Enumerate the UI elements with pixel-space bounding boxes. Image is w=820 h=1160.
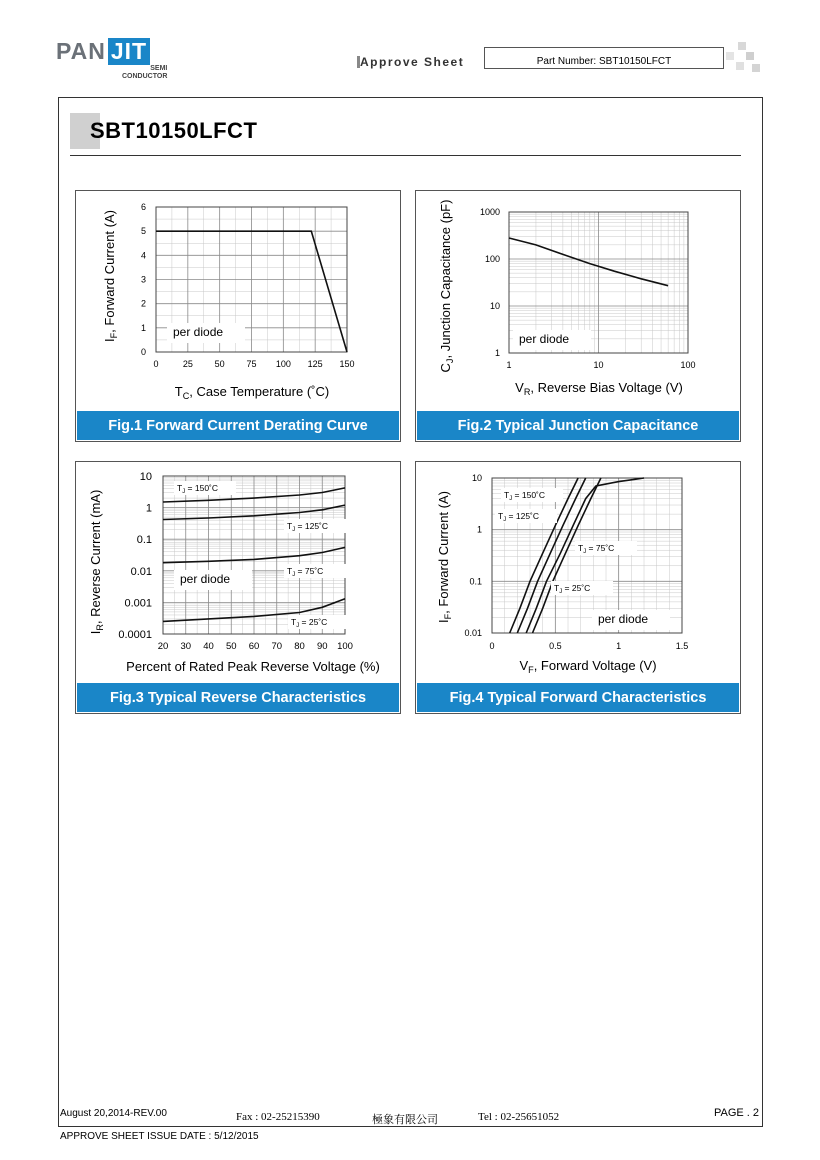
- chart-fig4: [416, 462, 740, 683]
- x-tick-label: 0.5: [549, 641, 562, 651]
- series-label-sub: J: [509, 496, 513, 502]
- title-divider: [70, 155, 741, 156]
- y-tick-label: 0.01: [130, 565, 152, 578]
- x-tick-label: 80: [294, 641, 305, 652]
- series-label-sub: J: [296, 623, 300, 629]
- x-tick-label: 50: [214, 359, 225, 369]
- footer-page: PAGE . 2: [714, 1107, 760, 1119]
- x-tick-label: 10: [593, 360, 604, 370]
- x-tick-label: 75: [246, 359, 257, 369]
- y-tick-label: 10: [139, 471, 152, 483]
- series-label-main: T: [287, 566, 293, 576]
- footer-issue-date: APPROVE SHEET ISSUE DATE : 5/12/2015: [60, 1131, 259, 1142]
- y-tick-label: 1: [140, 322, 146, 333]
- y-axis-label-rest: , Reverse Current (mA): [88, 489, 103, 625]
- logo-sub-2: CONDUCTOR: [122, 73, 168, 80]
- x-tick-label: 90: [316, 641, 328, 652]
- logo-accent: JIT: [108, 38, 150, 65]
- chart-fig1: [76, 191, 400, 411]
- figure-panel-4: [415, 461, 741, 714]
- x-tick-label: 40: [203, 641, 214, 652]
- chart-annotation: per diode: [598, 612, 649, 626]
- footer-fax: Fax : 02-25215390: [236, 1111, 320, 1123]
- y-axis-label-sub: F: [443, 613, 453, 620]
- y-axis-label: [102, 210, 119, 342]
- series-label-main: T: [498, 511, 504, 521]
- series-label-sub: J: [292, 572, 296, 578]
- series-label-main: T: [554, 583, 560, 593]
- x-axis-label: [515, 380, 683, 397]
- chart-annotation: per diode: [173, 325, 224, 339]
- x-tick-label: 125: [307, 359, 323, 369]
- series-label-rest: = 75˚C: [586, 543, 615, 553]
- series-label-rest: = 150˚C: [185, 483, 219, 493]
- footer-company: 極象有限公司: [372, 1114, 438, 1126]
- y-tick-label: 1: [476, 524, 482, 535]
- x-tick-label: 20: [157, 641, 169, 652]
- footer-date-rev: August 20,2014-REV.00: [60, 1108, 167, 1119]
- y-tick-label: 3: [140, 274, 146, 285]
- x-tick-label: 1: [616, 641, 622, 651]
- x-tick-label: 25: [182, 359, 193, 369]
- x-tick-label: 0: [153, 359, 159, 369]
- series-label-sub: J: [583, 549, 587, 555]
- y-tick-label: 5: [140, 226, 146, 237]
- figure-caption: Fig.4 Typical Forward Characteristics: [417, 683, 739, 712]
- page-title: SBT10150LFCT: [90, 118, 258, 143]
- series-label-rest: = 125˚C: [295, 521, 329, 531]
- series-label-main: T: [177, 483, 183, 493]
- y-tick-label: 0.0001: [118, 629, 152, 641]
- y-axis-label-main: I: [88, 630, 103, 635]
- x-tick-label: 70: [271, 641, 283, 652]
- series-label-rest: = 125˚C: [506, 511, 540, 521]
- y-tick-label: 0.01: [464, 628, 482, 638]
- checker-decoration: [726, 42, 762, 78]
- chart-fig2: [416, 191, 740, 411]
- y-axis-label: [438, 200, 455, 373]
- x-axis-label-main: T: [174, 384, 183, 399]
- y-axis-label-rest: , Junction Capacitance (pF): [438, 199, 453, 359]
- part-number-box: [484, 47, 724, 69]
- y-axis-label-main: I: [436, 619, 451, 623]
- y-tick-label: 4: [140, 250, 146, 261]
- logo-sub-1: SEMI: [150, 65, 168, 72]
- figure-panel-3: [75, 461, 401, 714]
- y-tick-label: 1000: [479, 207, 500, 217]
- y-tick-label: 6: [140, 202, 146, 212]
- series-label-rest: = 75˚C: [295, 566, 324, 576]
- y-axis-label-main: C: [438, 363, 453, 373]
- footer-tel: Tel : 02-25651052: [478, 1111, 560, 1123]
- figure-panel-1: [75, 190, 401, 442]
- x-axis-label: [175, 384, 329, 401]
- x-axis-label-main: V: [519, 658, 529, 673]
- y-tick-label: 0: [140, 347, 146, 357]
- chart-annotation: per diode: [180, 572, 231, 586]
- series-label-main: T: [578, 543, 584, 553]
- series-label-sub: J: [559, 589, 563, 595]
- x-axis-label-rest: , Reverse Bias Voltage (V): [530, 380, 683, 395]
- x-tick-label: 30: [180, 641, 192, 652]
- approve-label: Approve Sheet: [360, 55, 465, 69]
- panjit-logo: [56, 38, 150, 65]
- series-label-rest: = 150˚C: [512, 490, 546, 500]
- y-tick-label: 100: [484, 254, 500, 264]
- y-tick-label: 2: [140, 298, 146, 309]
- y-tick-label: 10: [489, 301, 500, 311]
- y-tick-label: 1: [494, 348, 500, 358]
- logo-subtitle: [122, 65, 167, 81]
- y-axis-label-sub: F: [109, 332, 119, 339]
- y-axis-label: [436, 491, 453, 623]
- x-tick-label: 0: [489, 641, 495, 651]
- x-axis-label-main: V: [515, 380, 524, 395]
- x-axis-label: Percent of Rated Peak Reverse Voltage (%): [126, 659, 380, 674]
- y-axis-label-rest: , Forward Current (A): [102, 210, 117, 333]
- x-axis-label: [519, 658, 656, 675]
- x-tick-label: 100: [275, 359, 291, 369]
- series-label-rest: = 25˚C: [299, 617, 328, 627]
- series-label-main: T: [287, 521, 293, 531]
- x-tick-label: 60: [248, 641, 260, 652]
- x-tick-label: 1: [506, 360, 512, 370]
- series-label-rest: = 25˚C: [562, 583, 591, 593]
- y-axis-label: [88, 490, 105, 635]
- series-label-main: T: [504, 490, 510, 500]
- figure-caption: Fig.3 Typical Reverse Characteristics: [77, 683, 399, 712]
- y-tick-label: 0.1: [469, 576, 482, 587]
- figure-caption: Fig.1 Forward Current Derating Curve: [77, 411, 399, 440]
- y-tick-label: 0.1: [136, 534, 152, 547]
- x-axis-label-sub: F: [528, 665, 534, 675]
- x-axis-label-sub: R: [523, 387, 531, 397]
- y-tick-label: 0.001: [124, 597, 152, 610]
- figure-panel-2: [415, 190, 741, 442]
- figure-caption: Fig.2 Typical Junction Capacitance: [417, 411, 739, 440]
- y-axis-label-sub: J: [445, 358, 455, 364]
- y-axis-label-main: I: [102, 338, 117, 342]
- data-line: [509, 238, 668, 286]
- x-tick-label: 150: [339, 359, 355, 369]
- x-axis-label-sub: C: [182, 391, 190, 401]
- part-number-label: Part Number: SBT10150LFCT: [536, 56, 672, 67]
- x-tick-label: 100: [337, 641, 353, 652]
- chart-fig3: [76, 462, 400, 683]
- x-tick-label: 50: [225, 641, 237, 652]
- series-label-sub: J: [503, 517, 507, 523]
- series-label-sub: J: [182, 489, 186, 495]
- y-tick-label: 1: [145, 502, 152, 515]
- chart-annotation: per diode: [519, 332, 570, 346]
- y-axis-label-rest: , Forward Current (A): [436, 491, 451, 614]
- x-axis-label-rest: , Case Temperature (˚C): [189, 384, 330, 399]
- series-label-sub: J: [292, 527, 296, 533]
- x-tick-label: 1.5: [675, 641, 689, 651]
- y-axis-label-sub: R: [95, 624, 105, 631]
- y-tick-label: 10: [471, 473, 482, 483]
- series-label-main: T: [291, 617, 297, 627]
- logo-text: PAN: [56, 38, 106, 64]
- x-axis-label-rest: , Forward Voltage (V): [533, 658, 657, 673]
- x-tick-label: 100: [680, 360, 696, 370]
